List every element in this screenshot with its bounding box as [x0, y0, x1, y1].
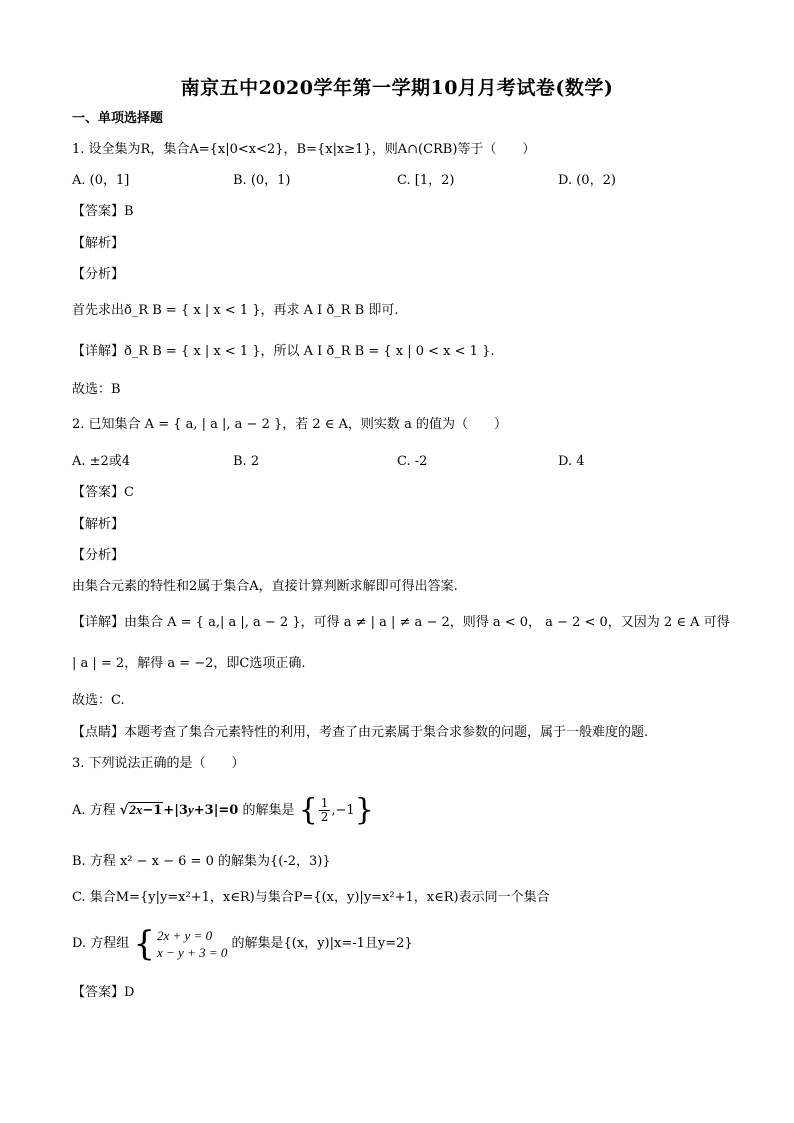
- q2-jiexi: 【解析】: [72, 517, 125, 532]
- section-heading: 一、单项选择题: [72, 111, 164, 126]
- q3-option-a-prefix: A. 方程: [72, 803, 116, 818]
- q1-option-b: B. (0，1): [233, 173, 291, 188]
- q2-analysis: 由集合元素的特性和2属于集合A，直接计算判断求解即可得出答案.: [72, 579, 458, 594]
- q1-analysis: 首先求出ð_R B = { x | x < 1 }，再求 A I ð_R B 即可.: [72, 303, 399, 318]
- q3-stem: 3. 下列说法正确的是（ ）: [72, 756, 245, 771]
- system-row-2: x − y + 3 = 0: [157, 944, 228, 960]
- q3-option-a: [72, 790, 374, 831]
- q2-choice: 故选：C.: [72, 693, 125, 708]
- q2-answer: 【答案】C: [72, 485, 134, 500]
- q3-option-d: [72, 922, 413, 966]
- abs-expression: +|3y+3|=0: [163, 802, 239, 818]
- q1-answer: 【答案】B: [72, 204, 134, 219]
- q3-option-d-suffix: 的解集是{(x，y)|x=-1且y=2}: [231, 936, 413, 951]
- q2-comment: 【点睛】本题考查了集合元素特性的利用，考查了由元素属于集合求参数的问题，属于一般难度的题.: [72, 725, 649, 740]
- system-brace: {: [133, 923, 156, 964]
- q2-detail-line2: | a | = 2，解得 a = −2，即C选项正确.: [72, 656, 306, 671]
- q1-option-a: A. (0，1]: [72, 173, 130, 188]
- q1-stem-text: 1. 设全集为R，集合A={x|0<x<2}，B={x|x≥1}，则A∩(CRB)等于（ ）: [72, 142, 536, 157]
- q2-option-d: D. 4: [558, 454, 585, 469]
- fraction-one-half: $\frac{1}{2}$: [320, 796, 329, 824]
- q3-option-a-suffix: 的解集是: [242, 803, 295, 818]
- q1-jiexi: 【解析】: [72, 236, 125, 251]
- q1-choice: 故选：B: [72, 382, 121, 397]
- q1-option-d: D. (0，2): [558, 173, 616, 188]
- sqrt-expression: √2x−1: [119, 802, 163, 818]
- set-element: ,−1: [331, 803, 355, 818]
- q1-stem: [72, 141, 535, 159]
- q1-fenxi: 【分析】: [72, 267, 125, 282]
- q3-option-d-prefix: D. 方程组: [72, 936, 130, 951]
- q2-stem: 2. 已知集合 A = { a, | a |, a − 2 }，若 2 ∈ A，则实数 a 的值为（ ）: [72, 417, 507, 432]
- page-title: 南京五中2020学年第一学期10月月考试卷(数学): [180, 77, 614, 99]
- q2-option-a: A. ±2或4: [72, 454, 131, 469]
- q1-detail: 【详解】ð_R B = { x | x < 1 }，所以 A I ð_R B = { x | 0 < x < 1 }.: [72, 344, 495, 359]
- q1-option-c: C. [1，2): [397, 173, 455, 188]
- q3-option-b: B. 方程 x² − x − 6 = 0 的解集为{(-2，3)}: [72, 854, 331, 869]
- left-brace: {: [298, 792, 318, 828]
- q2-fenxi: 【分析】: [72, 548, 125, 563]
- q3-option-c: C. 集合M={y|y=x²+1，x∈R)与集合P={(x，y)|y=x²+1，x∈R)表示同一个集合: [72, 890, 550, 905]
- q2-option-c: C. -2: [397, 454, 428, 469]
- system-row-1: 2x + y = 0: [157, 927, 213, 943]
- right-brace: }: [354, 792, 374, 828]
- q3-answer: 【答案】D: [72, 985, 135, 1000]
- q2-detail-line1: 【详解】由集合 A = { a,| a |, a − 2 }，可得 a ≠ | a | ≠ a − 2，则得 a < 0， a − 2 < 0，又因为 2 ∈ A 可得: [72, 615, 730, 630]
- equation-system: [133, 923, 228, 964]
- q2-option-b: B. 2: [233, 454, 260, 469]
